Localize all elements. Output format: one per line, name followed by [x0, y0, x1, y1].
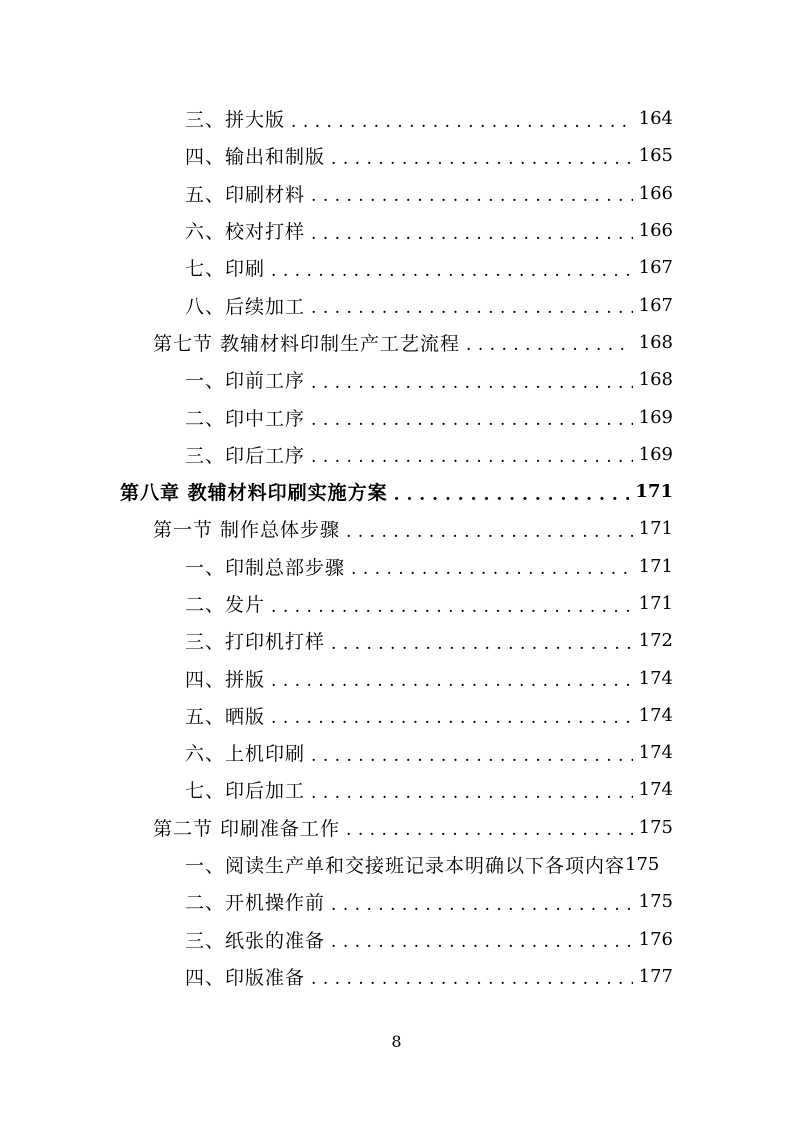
toc-entry-label: 一、阅读生产单和交接班记录本明确以下各项内容: [185, 855, 626, 878]
toc-entry[interactable]: [0, 809, 793, 846]
toc-entry-page: 176: [638, 928, 673, 950]
toc-leader-dots: [331, 632, 633, 654]
toc-entry-label: 三、印后工序: [185, 444, 306, 467]
toc-leader-dots: [311, 408, 633, 430]
toc-entry[interactable]: [0, 585, 793, 622]
toc-entry-page: 172: [638, 630, 673, 652]
toc-entry-page: 164: [638, 108, 673, 130]
toc-entry-label: 第八章 教辅材料印刷实施方案: [120, 482, 388, 505]
toc-leader-dots: [331, 147, 633, 169]
toc-leader-dots: [311, 744, 633, 766]
toc-entry-page: 168: [638, 369, 673, 391]
toc-entry-label: 六、上机印刷: [185, 743, 306, 766]
toc-entry[interactable]: [0, 958, 793, 995]
toc-entry-page: 171: [638, 593, 673, 614]
toc-entry[interactable]: [0, 286, 793, 323]
toc-entry-label: 七、印刷: [185, 258, 266, 281]
toc-leader-dots: [311, 781, 633, 803]
toc-entry-page: 175: [625, 854, 660, 876]
toc-entry-label: 三、拼大版: [185, 109, 286, 132]
toc-leader-dots: [466, 333, 633, 355]
toc-entry[interactable]: [0, 361, 793, 398]
toc-entry-page: 168: [638, 331, 673, 353]
toc-entry[interactable]: [0, 510, 793, 547]
toc-entry[interactable]: [0, 436, 793, 473]
toc-entry[interactable]: [0, 921, 793, 958]
toc-entry[interactable]: [0, 212, 793, 249]
toc-entry-label: 第二节 印刷准备工作: [153, 817, 341, 840]
toc-entry-page: 175: [638, 816, 673, 838]
toc-entry[interactable]: [0, 324, 793, 361]
toc-entry[interactable]: [0, 398, 793, 435]
toc-entry-page: 171: [635, 481, 673, 503]
toc-entry-page: 167: [638, 294, 673, 316]
toc-entry[interactable]: [0, 883, 793, 920]
toc-entry-label: 六、校对打样: [185, 221, 306, 244]
toc-entry-page: 174: [638, 742, 673, 764]
toc-entry-label: 七、印后加工: [185, 780, 306, 803]
table-of-contents: [0, 100, 793, 995]
toc-leader-dots: [331, 930, 633, 952]
toc-entry-page: 169: [638, 443, 673, 465]
toc-entry-label: 八、后续加工: [185, 295, 306, 318]
toc-leader-dots: [291, 110, 633, 132]
toc-entry[interactable]: [0, 548, 793, 585]
toc-entry-page: 175: [638, 891, 673, 913]
toc-entry-label: 一、印前工序: [185, 370, 306, 393]
toc-entry[interactable]: [0, 473, 793, 510]
toc-entry-page: 174: [638, 667, 673, 689]
toc-entry-page: 171: [638, 555, 673, 577]
toc-leader-dots: [311, 371, 633, 393]
toc-leader-dots: [271, 595, 633, 617]
toc-entry-label: 五、晒版: [185, 705, 266, 728]
toc-entry[interactable]: [0, 846, 793, 883]
toc-entry-page: 169: [638, 406, 673, 428]
toc-entry-label: 五、印刷材料: [185, 183, 306, 206]
toc-entry-page: 171: [638, 518, 673, 540]
toc-leader-dots: [311, 296, 633, 318]
page-number: 8: [391, 1032, 402, 1051]
toc-entry-label: 二、发片: [185, 594, 266, 616]
toc-entry[interactable]: [0, 100, 793, 137]
toc-leader-dots: [271, 259, 633, 281]
toc-entry[interactable]: [0, 622, 793, 659]
toc-entry[interactable]: [0, 734, 793, 771]
toc-leader-dots: [271, 669, 633, 691]
toc-entry-page: 174: [638, 704, 673, 726]
toc-leader-dots: [311, 967, 633, 989]
toc-entry-label: 一、印制总部步骤: [185, 556, 346, 579]
toc-leader-dots: [346, 520, 633, 542]
toc-entry[interactable]: [0, 659, 793, 696]
toc-entry-label: 第一节 制作总体步骤: [153, 519, 341, 542]
toc-entry-label: 二、开机操作前: [185, 892, 326, 915]
toc-entry-label: 四、输出和制版: [185, 146, 326, 169]
toc-entry[interactable]: [0, 771, 793, 808]
toc-entry-page: 177: [638, 965, 673, 987]
toc-entry[interactable]: [0, 249, 793, 286]
toc-entry-label: 第七节 教辅材料印制生产工艺流程: [153, 332, 461, 355]
toc-leader-dots: [351, 557, 633, 579]
toc-entry-page: 167: [638, 257, 673, 279]
toc-leader-dots: [346, 818, 633, 840]
toc-entry-page: 166: [638, 220, 673, 242]
toc-leader-dots: [271, 706, 633, 728]
toc-leader-dots: [331, 893, 633, 915]
toc-entry-page: 166: [638, 182, 673, 204]
toc-leader-dots: [311, 445, 633, 467]
toc-entry[interactable]: [0, 137, 793, 174]
toc-entry[interactable]: [0, 697, 793, 734]
toc-entry-label: 三、打印机打样: [185, 631, 326, 654]
toc-entry-page: 165: [638, 145, 673, 167]
toc-leader-dots: [311, 184, 633, 206]
toc-leader-dots: [394, 483, 630, 505]
toc-entry-label: 四、拼版: [185, 668, 266, 691]
toc-entry-label: 四、印版准备: [185, 966, 306, 989]
toc-entry-label: 二、印中工序: [185, 407, 306, 430]
toc-entry[interactable]: [0, 175, 793, 212]
toc-entry-page: 174: [638, 779, 673, 801]
toc-leader-dots: [311, 222, 633, 244]
toc-entry-label: 三、纸张的准备: [185, 929, 326, 952]
